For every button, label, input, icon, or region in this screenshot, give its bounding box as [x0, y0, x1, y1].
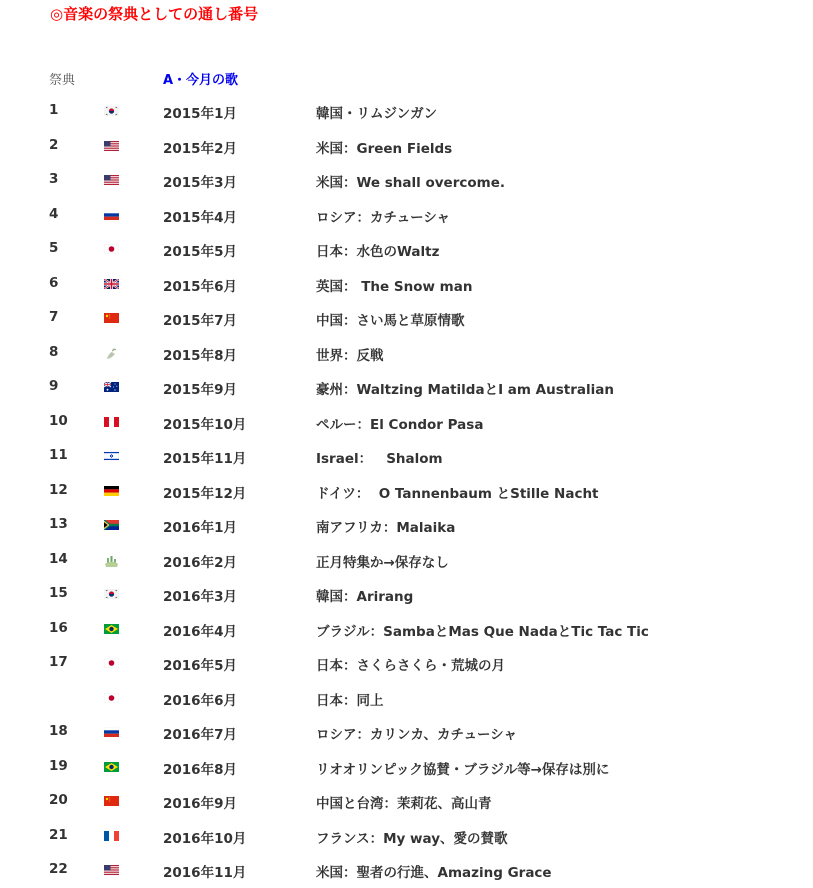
- row-song: 米国：聖者の行進、Amazing Grace: [316, 865, 552, 881]
- row-song: リオオリンピック協賛・ブラジル等→保存は別に: [316, 761, 610, 778]
- row-song: 米国：We shall overcome.: [316, 175, 505, 191]
- table-row: [0, 508, 813, 543]
- row-song: ペルー：El Condor Pasa: [316, 416, 484, 433]
- row-song: 英国： The Snow man: [316, 278, 473, 295]
- row-number: 1: [49, 102, 59, 118]
- row-song: 正月特集か→保存なし: [316, 554, 449, 571]
- korea-flag-icon: [104, 589, 119, 599]
- row-month: 2016年5月: [163, 658, 237, 674]
- row-number: 17: [49, 654, 68, 670]
- row-song: 米国：Green Fields: [316, 140, 453, 157]
- japan-flag-icon: [104, 658, 119, 668]
- row-month: 2015年10月: [163, 416, 247, 433]
- row-number: 16: [49, 619, 68, 636]
- row-number: 22: [49, 861, 68, 877]
- row-number: 6: [49, 274, 59, 291]
- row-song: Israel： Shalom: [316, 451, 443, 467]
- row-month: 2015年11月: [163, 451, 247, 467]
- table-row: [0, 301, 813, 336]
- row-month: 2015年8月: [163, 347, 237, 364]
- row-month: 2015年1月: [163, 106, 237, 122]
- row-month: 2015年12月: [163, 485, 247, 502]
- table-row: [0, 784, 813, 819]
- row-month: 2016年4月: [163, 623, 237, 640]
- row-month: 2016年2月: [163, 554, 237, 571]
- germany-flag-icon: [104, 486, 119, 496]
- table-row: [0, 232, 813, 267]
- row-number: 4: [49, 205, 59, 222]
- row-number: 15: [49, 585, 68, 601]
- row-number: 11: [49, 447, 68, 463]
- brazil-flag-icon: [104, 762, 119, 772]
- peace-dove-icon: [104, 348, 119, 358]
- row-number: 8: [49, 343, 59, 360]
- header-number-label: 祭典: [49, 73, 76, 88]
- south-africa-flag-icon: [104, 520, 119, 530]
- china-flag-icon: [104, 796, 119, 806]
- russia-flag-icon: [104, 727, 119, 737]
- row-month: 2015年6月: [163, 278, 237, 295]
- table-row: [0, 163, 813, 198]
- table-row: [0, 336, 813, 371]
- row-song: 日本：水色のWaltz: [316, 244, 440, 260]
- table-row: [0, 577, 813, 612]
- table-row: [0, 646, 813, 681]
- row-song: 韓国・リムジンガン: [316, 106, 438, 122]
- row-number: 21: [49, 826, 68, 843]
- table-row: [0, 474, 813, 509]
- row-month: 2015年7月: [163, 313, 237, 329]
- table-row: [0, 612, 813, 647]
- row-number: 14: [49, 550, 68, 567]
- row-month: 2016年8月: [163, 761, 237, 778]
- japan-flag-icon: [104, 693, 119, 703]
- table-row: [0, 853, 813, 888]
- row-month: 2015年3月: [163, 175, 237, 191]
- row-song: ロシア：カチューシャ: [316, 209, 451, 226]
- row-number: 10: [49, 412, 68, 429]
- kadomatsu-icon: [104, 555, 119, 565]
- row-song: 豪州：Waltzing MatildaとI am Australian: [316, 382, 614, 398]
- table-row: [0, 198, 813, 233]
- row-month: 2016年3月: [163, 589, 237, 605]
- row-song: 日本：同上: [316, 692, 384, 709]
- header-month-link[interactable]: A・今月の歌: [163, 73, 239, 88]
- usa-flag-icon: [104, 175, 119, 185]
- uk-flag-icon: [104, 279, 119, 289]
- table-row: [0, 370, 813, 405]
- table-header: [0, 69, 813, 87]
- row-song: 南アフリカ：Malaika: [316, 520, 456, 536]
- row-number: 19: [49, 757, 68, 774]
- row-month: 2016年7月: [163, 727, 237, 743]
- france-flag-icon: [104, 831, 119, 841]
- china-flag-icon: [104, 313, 119, 323]
- table-row: [0, 750, 813, 785]
- row-song: 中国：さい馬と草原情歌: [316, 313, 465, 329]
- row-number: 12: [49, 481, 68, 498]
- table-row: [0, 715, 813, 750]
- row-month: 2016年1月: [163, 520, 237, 536]
- row-month: 2016年6月: [163, 692, 237, 709]
- israel-flag-icon: [104, 451, 119, 461]
- australia-flag-icon: [104, 382, 119, 392]
- row-number: 13: [49, 516, 68, 532]
- row-month: 2016年11月: [163, 865, 247, 881]
- row-number: 3: [49, 171, 59, 187]
- row-number: 5: [49, 240, 59, 256]
- row-month: 2016年9月: [163, 796, 237, 812]
- row-month: 2015年5月: [163, 244, 237, 260]
- row-number: 18: [49, 723, 68, 739]
- peru-flag-icon: [104, 417, 119, 427]
- table-row: [0, 819, 813, 854]
- usa-flag-icon: [104, 141, 119, 151]
- korea-flag-icon: [104, 106, 119, 116]
- row-number: 9: [49, 378, 59, 394]
- row-song: 中国と台湾：茉莉花、高山青: [316, 796, 492, 812]
- page-title: ◎音楽の祭典としての通し番号: [50, 5, 259, 23]
- row-month: 2015年4月: [163, 209, 237, 226]
- usa-flag-icon: [104, 865, 119, 875]
- row-number: 2: [49, 136, 59, 153]
- table-row: [0, 267, 813, 302]
- row-song: ロシア：カリンカ、カチューシャ: [316, 727, 518, 743]
- table-row: [0, 439, 813, 474]
- row-song: 世界：反戦: [316, 347, 384, 364]
- table-row: [0, 543, 813, 578]
- japan-flag-icon: [104, 244, 119, 254]
- table-row: [0, 405, 813, 440]
- row-number: 7: [49, 309, 59, 325]
- row-song: フランス：My way、愛の賛歌: [316, 830, 508, 847]
- row-month: 2016年10月: [163, 830, 247, 847]
- table-row: [0, 681, 813, 716]
- russia-flag-icon: [104, 210, 119, 220]
- song-table: [0, 94, 813, 888]
- brazil-flag-icon: [104, 624, 119, 634]
- table-row: [0, 129, 813, 164]
- row-number: 20: [49, 792, 68, 808]
- table-row: [0, 94, 813, 129]
- row-song: ブラジル：SambaとMas Que NadaとTic Tac Tic: [316, 623, 649, 640]
- row-song: 韓国：Arirang: [316, 589, 414, 605]
- row-month: 2015年9月: [163, 382, 237, 398]
- row-song: 日本：さくらさくら・荒城の月: [316, 658, 505, 674]
- row-month: 2015年2月: [163, 140, 237, 157]
- row-song: ドイツ： O Tannenbaum とStille Nacht: [316, 485, 599, 502]
